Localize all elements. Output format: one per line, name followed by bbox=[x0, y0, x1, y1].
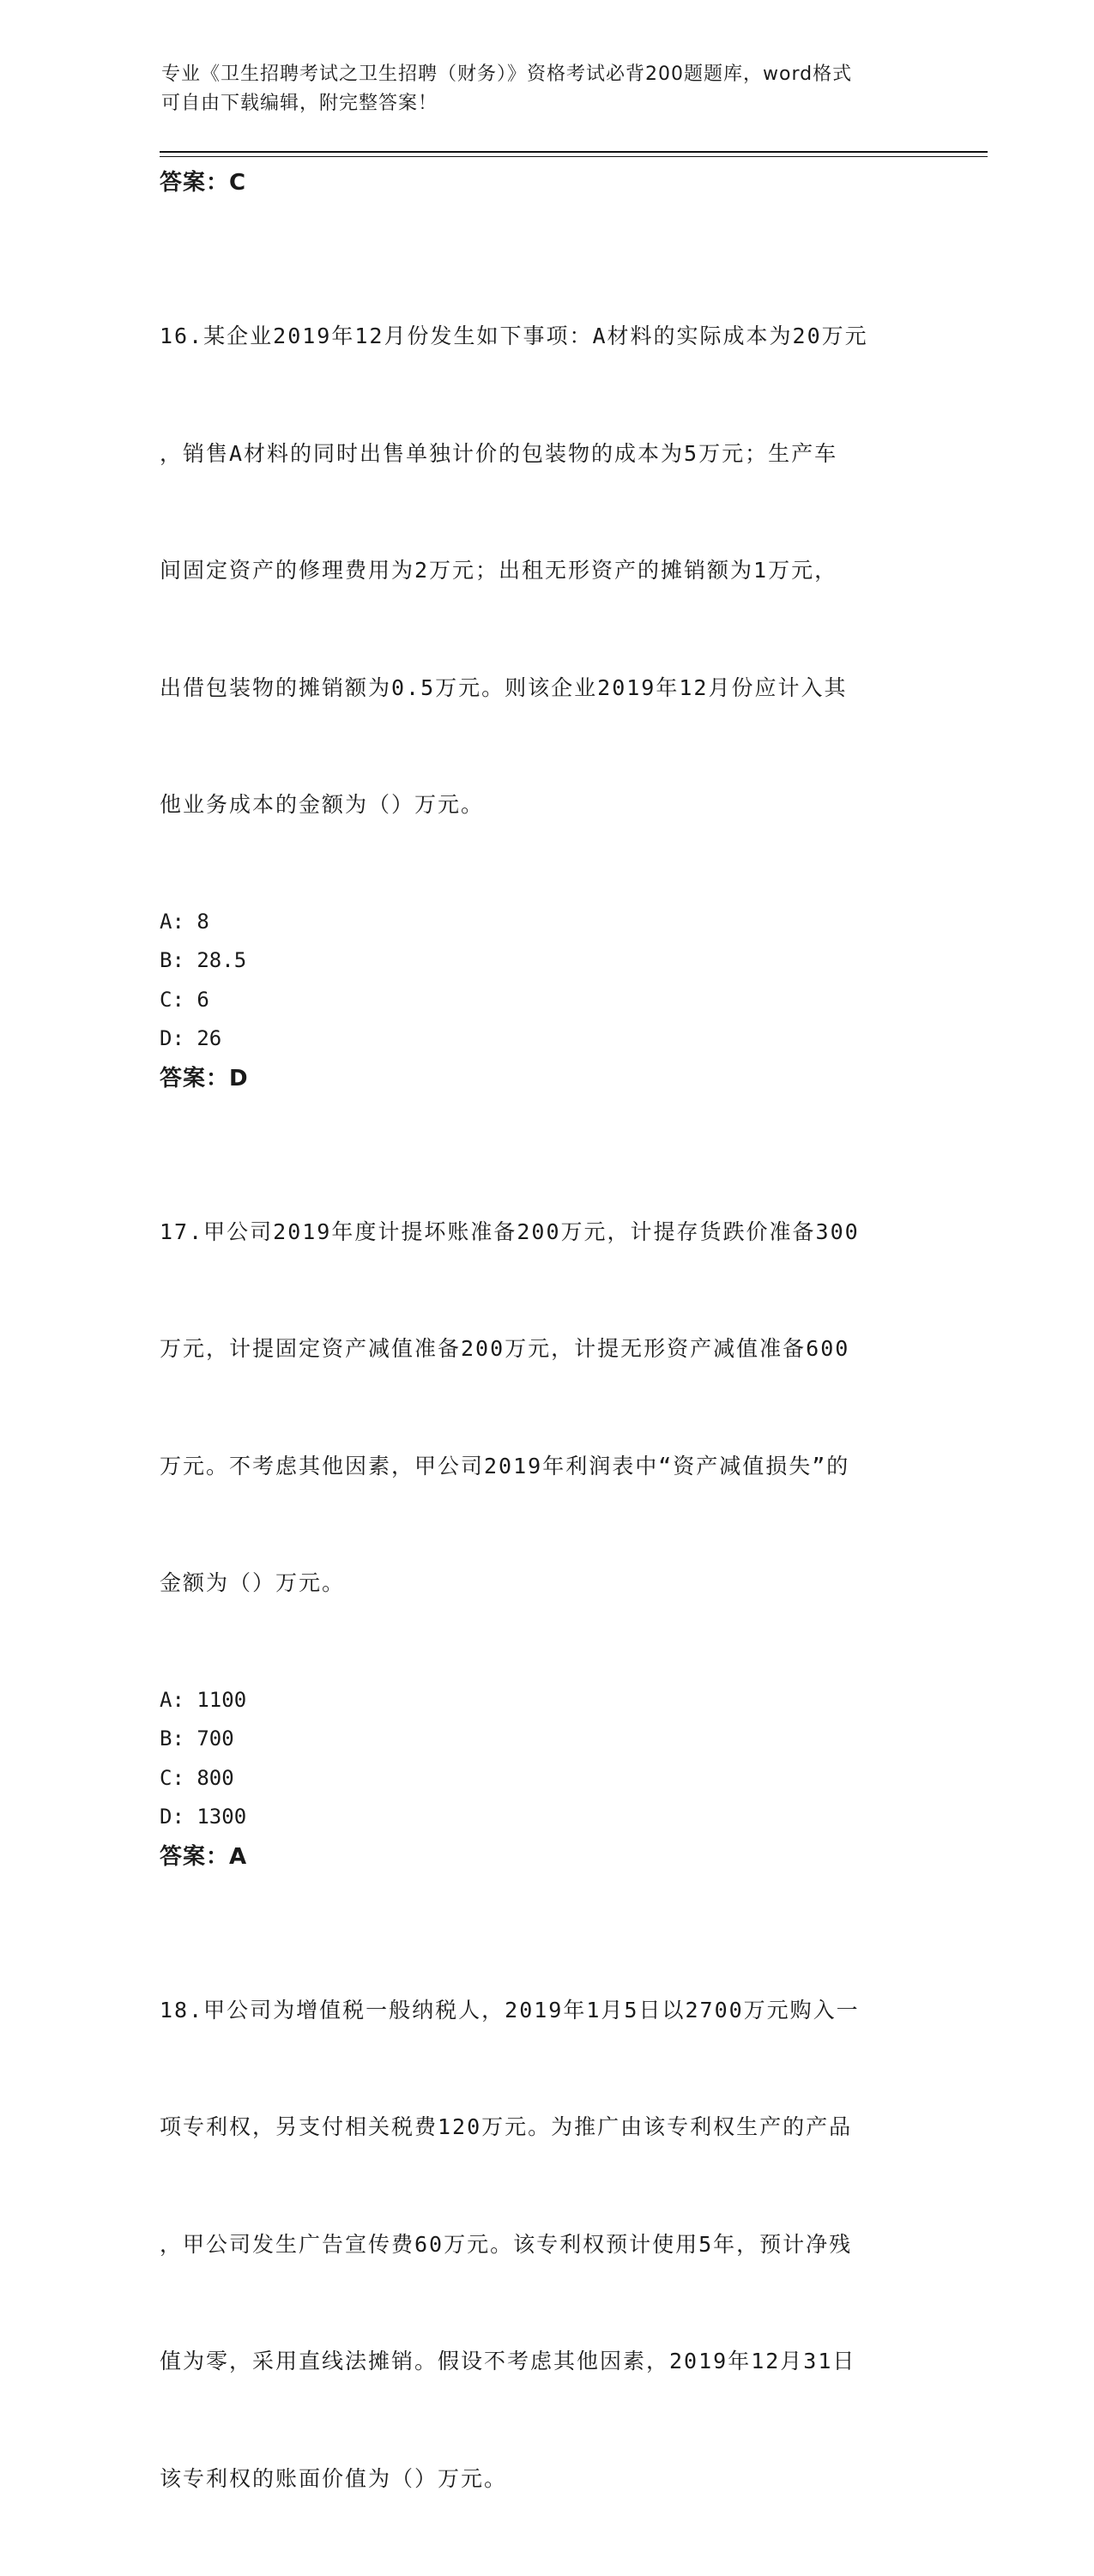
question-line: 17.甲公司2019年度计提坏账准备200万元，计提存货跌价准备300 bbox=[160, 1212, 932, 1252]
question-18-text bbox=[160, 1913, 932, 2576]
question-line: 该专利权的账面价值为（）万元。 bbox=[160, 2459, 932, 2499]
question-line: ，销售A材料的同时出售单独计价的包装物的成本为5万元；生产车 bbox=[160, 434, 932, 474]
question-17-text bbox=[160, 1134, 932, 1681]
question-line: ，甲公司发生广告宣传费60万元。该专利权预计使用5年，预计净残 bbox=[160, 2225, 932, 2265]
option-c: C: 800 bbox=[160, 1759, 932, 1799]
question-line: 16.某企业2019年12月份发生如下事项：A材料的实际成本为20万元 bbox=[160, 317, 932, 356]
option-a: A: 8 bbox=[160, 903, 932, 942]
question-line: 18.甲公司为增值税一般纳税人，2019年1月5日以2700万元购入一 bbox=[160, 1991, 932, 2030]
header-title-line-2: 可自由下载编辑，附完整答案！ bbox=[161, 89, 934, 118]
question-line: 万元。不考虑其他因素，甲公司2019年利润表中“资产减值损失”的 bbox=[160, 1447, 932, 1486]
header-title-line-1: 专业《卫生招聘考试之卫生招聘（财务）》资格考试必背200题题库，word格式 bbox=[161, 60, 934, 89]
question-17 bbox=[160, 1134, 932, 1877]
question-line: 间固定资产的修理费用为2万元；出租无形资产的摊销额为1万元， bbox=[160, 551, 932, 590]
question-18 bbox=[160, 1913, 932, 2576]
header-divider bbox=[160, 151, 988, 157]
option-b: B: 700 bbox=[160, 1720, 932, 1759]
option-b: B: 28.5 bbox=[160, 941, 932, 981]
question-line: 项专利权，另支付相关税费120万元。为推广由该专利权生产的产品 bbox=[160, 2107, 932, 2147]
page-header bbox=[161, 60, 934, 118]
question-line: 值为零，采用直线法摊销。假设不考虑其他因素，2019年12月31日 bbox=[160, 2342, 932, 2381]
option-d: D: 26 bbox=[160, 1019, 932, 1059]
question-16 bbox=[160, 239, 932, 1098]
question-line: 万元，计提固定资产减值准备200万元，计提无形资产减值准备600 bbox=[160, 1329, 932, 1369]
question-line: 他业务成本的金额为（）万元。 bbox=[160, 785, 932, 825]
question-line: 出借包装物的摊销额为0.5万元。则该企业2019年12月份应计入其 bbox=[160, 668, 932, 708]
question-line: 金额为（）万元。 bbox=[160, 1563, 932, 1603]
option-a: A: 1100 bbox=[160, 1681, 932, 1720]
answer-line: 答案：D bbox=[160, 1059, 932, 1098]
answer-line: 答案：C bbox=[160, 163, 932, 203]
document-body bbox=[160, 163, 932, 2576]
option-c: C: 6 bbox=[160, 981, 932, 1020]
option-d: D: 1300 bbox=[160, 1798, 932, 1837]
question-16-text bbox=[160, 239, 932, 903]
answer-line: 答案：A bbox=[160, 1837, 932, 1877]
